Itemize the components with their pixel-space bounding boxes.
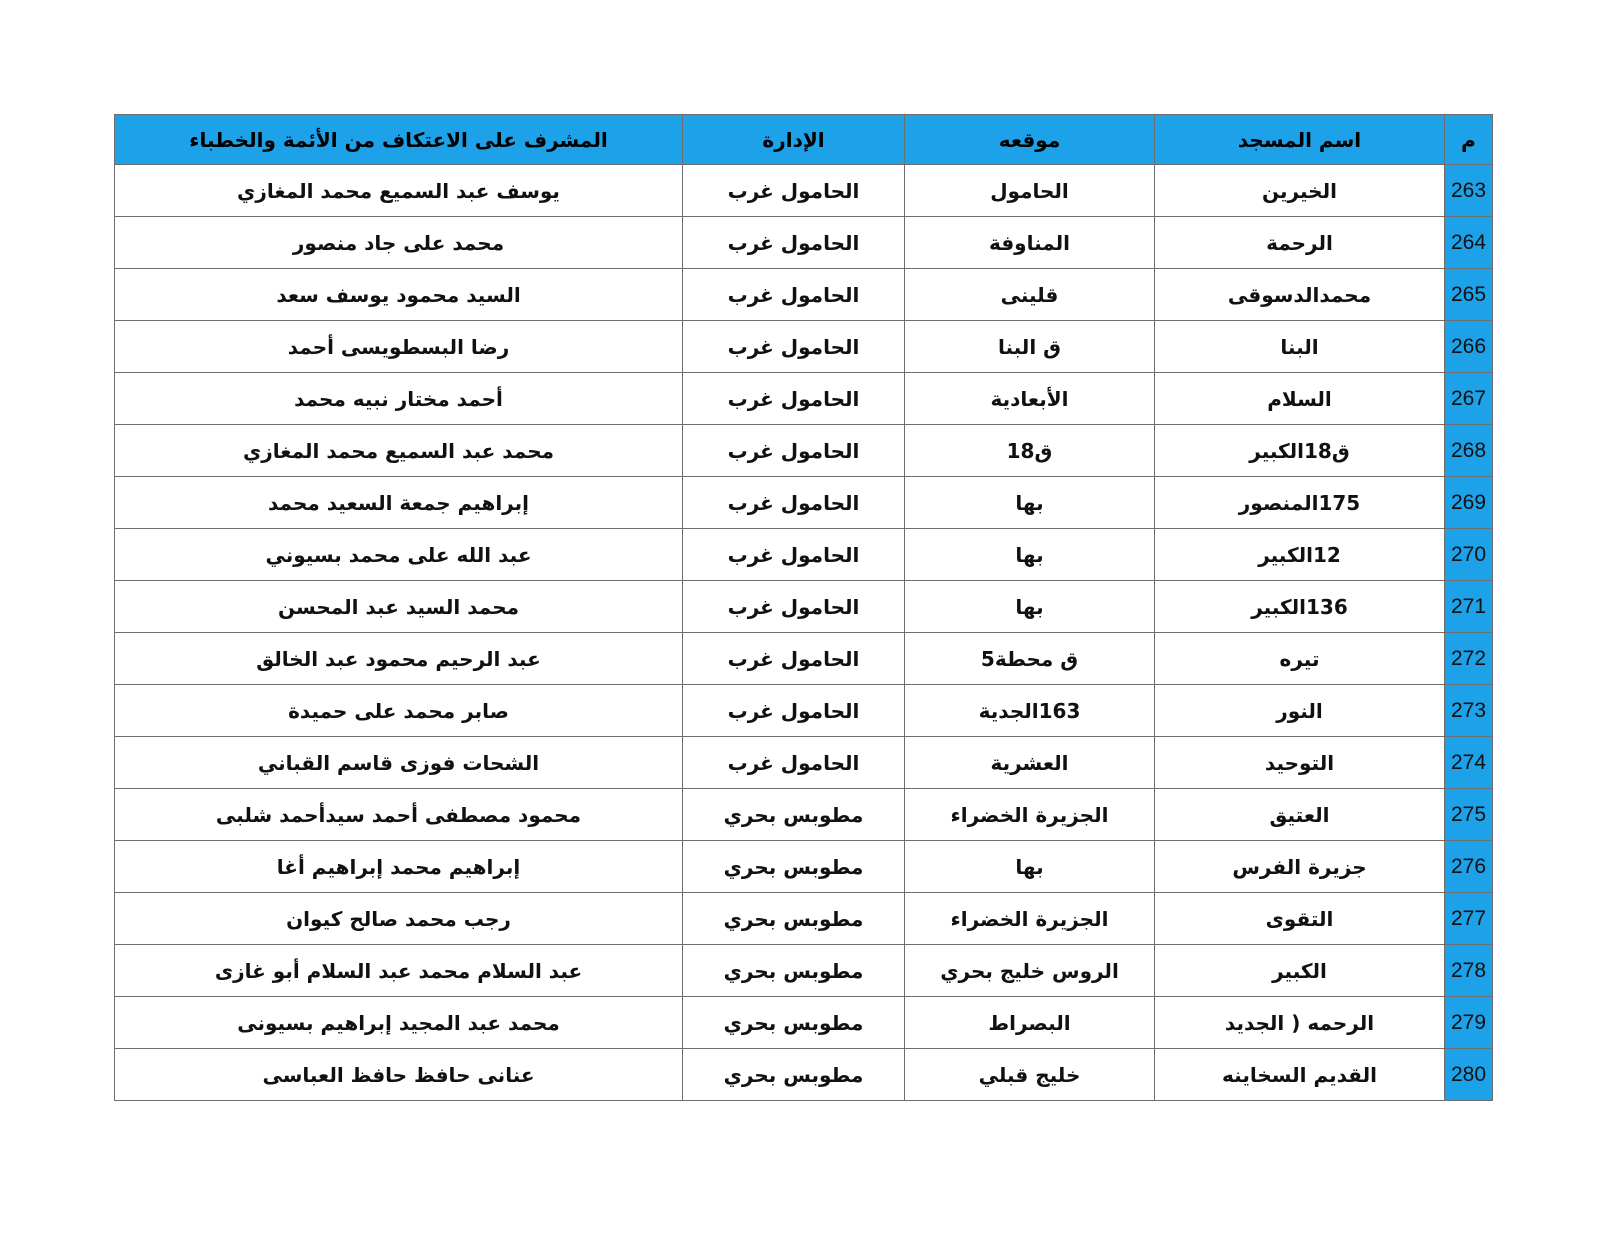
cell-mosque-name: السلام [1155, 373, 1445, 425]
cell-num: 279 [1445, 997, 1493, 1049]
header-supervisor: المشرف على الاعتكاف من الأئمة والخطباء [115, 115, 683, 165]
cell-num: 269 [1445, 477, 1493, 529]
cell-supervisor: عبد السلام محمد عبد السلام أبو غازى [115, 945, 683, 997]
cell-num: 276 [1445, 841, 1493, 893]
cell-num: 266 [1445, 321, 1493, 373]
cell-num: 267 [1445, 373, 1493, 425]
cell-administration: الحامول غرب [683, 737, 905, 789]
cell-supervisor: السيد محمود يوسف سعد [115, 269, 683, 321]
cell-num: 274 [1445, 737, 1493, 789]
cell-location: بها [905, 841, 1155, 893]
table-row [115, 1049, 1493, 1101]
cell-num: 271 [1445, 581, 1493, 633]
cell-administration: الحامول غرب [683, 425, 905, 477]
cell-mosque-name: 136الكبير [1155, 581, 1445, 633]
cell-mosque-name: القديم السخاينه [1155, 1049, 1445, 1101]
cell-location: البصراط [905, 997, 1155, 1049]
table-row [115, 529, 1493, 581]
cell-mosque-name: العتيق [1155, 789, 1445, 841]
cell-mosque-name: 12الكبير [1155, 529, 1445, 581]
table-row [115, 321, 1493, 373]
cell-administration: مطوبس بحري [683, 893, 905, 945]
cell-supervisor: إبراهيم محمد إبراهيم أغا [115, 841, 683, 893]
table-row [115, 893, 1493, 945]
cell-mosque-name: النور [1155, 685, 1445, 737]
cell-administration: الحامول غرب [683, 165, 905, 217]
table-row [115, 685, 1493, 737]
cell-num: 263 [1445, 165, 1493, 217]
cell-location: الجزيرة الخضراء [905, 893, 1155, 945]
cell-mosque-name: محمدالدسوقى [1155, 269, 1445, 321]
table-row [115, 373, 1493, 425]
mosque-supervisors-table [114, 114, 1493, 1101]
cell-mosque-name: التقوى [1155, 893, 1445, 945]
cell-supervisor: محمود مصطفى أحمد سيدأحمد شلبى [115, 789, 683, 841]
cell-supervisor: عبد الرحيم محمود عبد الخالق [115, 633, 683, 685]
table-row [115, 477, 1493, 529]
cell-mosque-name: ق18الكبير [1155, 425, 1445, 477]
cell-location: الحامول [905, 165, 1155, 217]
cell-location: ق18 [905, 425, 1155, 477]
table-row [115, 997, 1493, 1049]
cell-location: 163الجدية [905, 685, 1155, 737]
cell-supervisor: صابر محمد على حميدة [115, 685, 683, 737]
cell-mosque-name: الرحمة [1155, 217, 1445, 269]
cell-supervisor: أحمد مختار نبيه محمد [115, 373, 683, 425]
cell-num: 275 [1445, 789, 1493, 841]
cell-supervisor: عبد الله على محمد بسيوني [115, 529, 683, 581]
table-row [115, 425, 1493, 477]
cell-location: الروس خليج بحري [905, 945, 1155, 997]
table-row [115, 945, 1493, 997]
table-row [115, 633, 1493, 685]
cell-administration: مطوبس بحري [683, 1049, 905, 1101]
table-body [115, 165, 1493, 1101]
cell-mosque-name: البنا [1155, 321, 1445, 373]
header-administration: الإدارة [683, 115, 905, 165]
cell-num: 270 [1445, 529, 1493, 581]
cell-supervisor: يوسف عبد السميع محمد المغازي [115, 165, 683, 217]
cell-administration: مطوبس بحري [683, 789, 905, 841]
cell-supervisor: محمد على جاد منصور [115, 217, 683, 269]
cell-administration: الحامول غرب [683, 581, 905, 633]
cell-mosque-name: 175المنصور [1155, 477, 1445, 529]
cell-num: 278 [1445, 945, 1493, 997]
cell-num: 277 [1445, 893, 1493, 945]
cell-mosque-name: الخيرين [1155, 165, 1445, 217]
cell-num: 280 [1445, 1049, 1493, 1101]
cell-num: 273 [1445, 685, 1493, 737]
cell-num: 264 [1445, 217, 1493, 269]
cell-num: 272 [1445, 633, 1493, 685]
cell-administration: مطوبس بحري [683, 945, 905, 997]
cell-location: بها [905, 581, 1155, 633]
cell-administration: الحامول غرب [683, 685, 905, 737]
table-row [115, 269, 1493, 321]
cell-location: ق محطة5 [905, 633, 1155, 685]
cell-administration: الحامول غرب [683, 633, 905, 685]
cell-mosque-name: جزيرة الفرس [1155, 841, 1445, 893]
header-mosque-name: اسم المسجد [1155, 115, 1445, 165]
cell-administration: الحامول غرب [683, 321, 905, 373]
table-row [115, 217, 1493, 269]
cell-location: ق البنا [905, 321, 1155, 373]
table-header-row [115, 115, 1493, 165]
cell-location: بها [905, 477, 1155, 529]
cell-location: العشرية [905, 737, 1155, 789]
cell-administration: الحامول غرب [683, 269, 905, 321]
cell-location: قلينى [905, 269, 1155, 321]
header-num: م [1445, 115, 1493, 165]
cell-num: 268 [1445, 425, 1493, 477]
cell-mosque-name: التوحيد [1155, 737, 1445, 789]
cell-mosque-name: تيره [1155, 633, 1445, 685]
cell-administration: الحامول غرب [683, 529, 905, 581]
header-location: موقعه [905, 115, 1155, 165]
cell-location: الأبعادية [905, 373, 1155, 425]
cell-supervisor: محمد السيد عبد المحسن [115, 581, 683, 633]
cell-administration: مطوبس بحري [683, 997, 905, 1049]
cell-location: الجزيرة الخضراء [905, 789, 1155, 841]
table-row [115, 841, 1493, 893]
cell-location: المناوفة [905, 217, 1155, 269]
cell-administration: مطوبس بحري [683, 841, 905, 893]
table-row [115, 789, 1493, 841]
cell-supervisor: الشحات فوزى قاسم القباني [115, 737, 683, 789]
cell-location: بها [905, 529, 1155, 581]
cell-mosque-name: الرحمه ( الجديد [1155, 997, 1445, 1049]
cell-administration: الحامول غرب [683, 477, 905, 529]
cell-mosque-name: الكبير [1155, 945, 1445, 997]
table-row [115, 165, 1493, 217]
cell-supervisor: رجب محمد صالح كيوان [115, 893, 683, 945]
cell-administration: الحامول غرب [683, 217, 905, 269]
cell-administration: الحامول غرب [683, 373, 905, 425]
cell-location: خليج قبلي [905, 1049, 1155, 1101]
cell-supervisor: محمد عبد السميع محمد المغازي [115, 425, 683, 477]
cell-supervisor: رضا البسطويسى أحمد [115, 321, 683, 373]
table-row [115, 581, 1493, 633]
cell-num: 265 [1445, 269, 1493, 321]
cell-supervisor: محمد عبد المجيد إبراهيم بسيونى [115, 997, 683, 1049]
table-row [115, 737, 1493, 789]
cell-supervisor: عنانى حافظ حافظ العباسى [115, 1049, 683, 1101]
cell-supervisor: إبراهيم جمعة السعيد محمد [115, 477, 683, 529]
